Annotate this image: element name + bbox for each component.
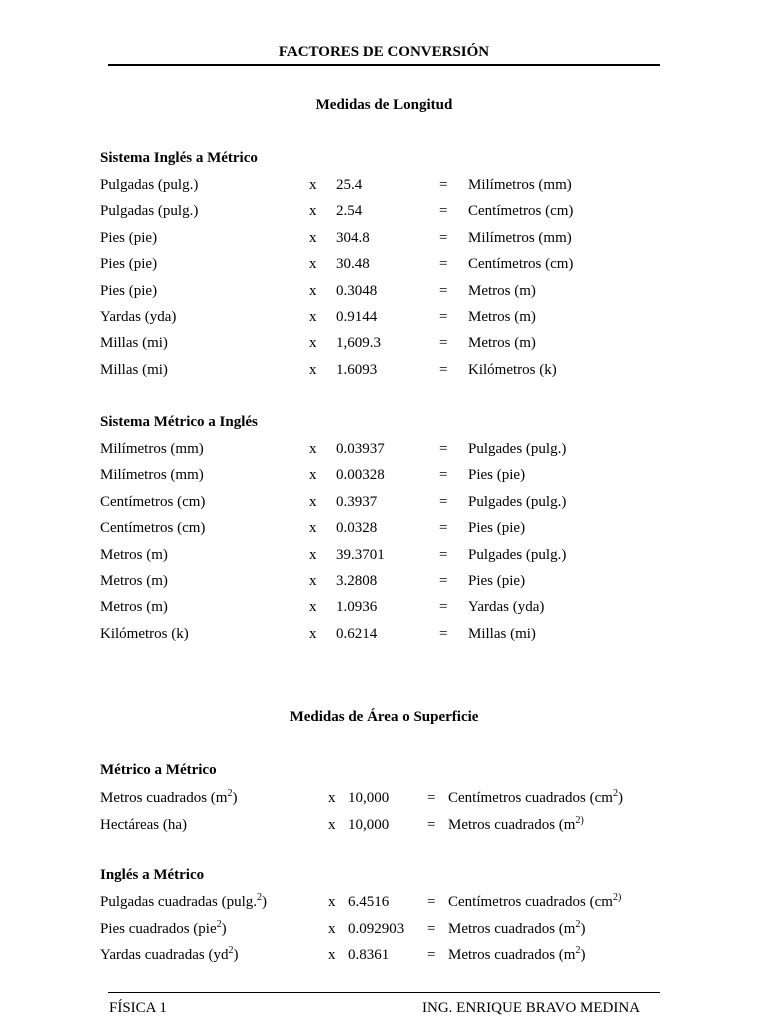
from-unit-text: Pulgadas cuadradas (pulg. (100, 894, 258, 910)
multiply-sign: x (328, 894, 336, 910)
equals-sign: = (439, 546, 448, 563)
equals-sign: = (439, 203, 448, 220)
equals-sign: = (439, 573, 448, 589)
to-unit-close: ) (617, 790, 623, 806)
to-unit: Centímetros (cm) (468, 203, 574, 220)
to-unit (448, 945, 585, 965)
to-unit-text: Centímetros cuadrados (cm (448, 894, 613, 910)
table-row (0, 892, 768, 912)
conversion-factor: 0.3937 (336, 493, 378, 510)
to-unit (448, 892, 621, 912)
table-row (0, 439, 768, 459)
table-row (0, 360, 768, 380)
from-unit: Pulgadas (pulg.) (100, 203, 199, 220)
table-row (0, 545, 768, 565)
to-unit-text: Metros cuadrados (m (448, 947, 576, 963)
to-unit-text: Metros cuadrados (m (448, 816, 576, 833)
multiply-sign: x (309, 467, 317, 484)
to-unit: Pies (pie) (468, 467, 526, 484)
from-unit-text: Metros cuadrados (m (100, 790, 228, 806)
from-unit: Metros (m) (100, 573, 168, 589)
table-row (0, 815, 768, 835)
equals-sign: = (427, 947, 436, 963)
table-row (0, 945, 768, 965)
section-title-longitud: Medidas de Longitud (315, 97, 453, 113)
from-unit: Pies (pie) (100, 282, 158, 299)
table-row (0, 492, 768, 512)
equals-sign: = (427, 920, 436, 937)
multiply-sign: x (309, 361, 317, 378)
conversion-factor: 30.48 (336, 256, 370, 273)
from-unit-close: ) (262, 894, 268, 910)
from-unit: Pulgadas (pulg.) (100, 177, 199, 193)
to-unit (448, 788, 623, 808)
conversion-factor: 0.8361 (348, 947, 390, 963)
multiply-sign: x (328, 920, 336, 937)
table-row (0, 919, 768, 939)
to-unit: Metros (m) (468, 309, 536, 325)
conversion-factor: 3.2808 (336, 573, 378, 589)
from-unit: Metros (m) (100, 546, 168, 563)
conversion-factor: 0.092903 (348, 920, 405, 937)
to-unit-exponent: 2 (575, 918, 581, 930)
equals-sign: = (439, 520, 448, 537)
to-unit-text: Centímetros cuadrados (cm (448, 790, 613, 806)
from-unit-close: ) (233, 947, 239, 963)
to-unit (448, 815, 584, 835)
to-unit: Pies (pie) (468, 573, 526, 589)
multiply-sign: x (309, 520, 317, 537)
footer-author: ING. ENRIQUE BRAVO MEDINA (422, 1000, 641, 1016)
to-unit-exponent: 2) (575, 814, 584, 826)
from-unit: Milímetros (mm) (100, 441, 204, 457)
to-unit: Pulgades (pulg.) (468, 493, 567, 510)
to-unit: Yardas (yda) (468, 599, 545, 616)
table-row (0, 307, 768, 327)
table-row (0, 465, 768, 485)
equals-sign: = (439, 229, 448, 246)
table-row (0, 175, 768, 195)
from-unit: Pies (pie) (100, 229, 158, 246)
to-unit-close: ) (580, 920, 586, 937)
from-unit: Kilómetros (k) (100, 625, 189, 642)
multiply-sign: x (328, 816, 336, 833)
to-unit: Pulgades (pulg.) (468, 441, 567, 457)
from-unit: Milímetros (mm) (100, 467, 204, 484)
to-unit: Metros (m) (468, 335, 536, 352)
page-title: FACTORES DE CONVERSIÓN (278, 44, 490, 60)
multiply-sign: x (309, 625, 317, 642)
conversion-factor: 6.4516 (348, 894, 390, 910)
table-row (0, 518, 768, 538)
from-unit: Millas (mi) (100, 361, 168, 378)
from-unit: Pies (pie) (100, 256, 158, 273)
conversion-factor: 2.54 (336, 203, 363, 220)
equals-sign: = (439, 625, 448, 642)
table-row (0, 254, 768, 274)
conversion-factor: 39.3701 (336, 546, 385, 563)
equals-sign: = (439, 493, 448, 510)
footer-subject: FÍSICA 1 (109, 1000, 167, 1016)
conversion-factor: 0.03937 (336, 441, 385, 457)
equals-sign: = (439, 467, 448, 484)
equals-sign: = (427, 894, 436, 910)
from-unit-text: Yardas cuadradas (yd (100, 947, 229, 963)
equals-sign: = (427, 816, 436, 833)
conversion-factor: 1.6093 (336, 361, 378, 378)
table-row (0, 788, 768, 808)
footer-rule (108, 992, 660, 993)
from-unit-text: Hectáreas (ha) (100, 816, 188, 833)
to-unit: Millas (mi) (468, 625, 536, 642)
equals-sign: = (439, 309, 448, 325)
table-row (0, 281, 768, 301)
group-title-ingles-metrico: Sistema Inglés a Métrico (100, 150, 258, 166)
from-unit-text: Pies cuadrados (pie (100, 920, 217, 937)
to-unit: Pies (pie) (468, 520, 526, 537)
table-row (0, 228, 768, 248)
multiply-sign: x (309, 177, 317, 193)
multiply-sign: x (309, 599, 317, 616)
from-unit (100, 788, 237, 808)
multiply-sign: x (309, 441, 317, 457)
conversion-factor: 0.9144 (336, 309, 378, 325)
multiply-sign: x (309, 203, 317, 220)
from-unit-exponent: 2 (228, 945, 234, 956)
to-unit: Centímetros (cm) (468, 256, 574, 273)
to-unit: Milímetros (mm) (468, 177, 572, 193)
conversion-factor: 0.00328 (336, 467, 385, 484)
multiply-sign: x (309, 335, 317, 352)
from-unit (100, 945, 238, 965)
equals-sign: = (439, 599, 448, 616)
table-row (0, 571, 768, 591)
conversion-factor: 0.3048 (336, 282, 378, 299)
conversion-factor: 1,609.3 (336, 335, 381, 352)
from-unit: Yardas (yda) (100, 309, 177, 325)
header-rule (108, 64, 660, 66)
table-row (0, 333, 768, 353)
conversion-factor: 0.0328 (336, 520, 378, 537)
table-row (0, 624, 768, 644)
to-unit-exponent: 2) (612, 892, 622, 903)
from-unit (100, 815, 187, 835)
from-unit: Centímetros (cm) (100, 493, 206, 510)
from-unit-exponent: 2 (216, 918, 222, 930)
multiply-sign: x (309, 573, 317, 589)
from-unit: Metros (m) (100, 599, 168, 616)
multiply-sign: x (309, 229, 317, 246)
equals-sign: = (439, 282, 448, 299)
to-unit-close: ) (580, 947, 586, 963)
to-unit: Milímetros (mm) (468, 229, 572, 246)
group-title-metrico-ingles: Sistema Métrico a Inglés (100, 414, 258, 430)
equals-sign: = (439, 361, 448, 378)
section-title-area: Medidas de Área o Superficie (289, 709, 479, 725)
multiply-sign: x (328, 790, 336, 806)
to-unit-text: Metros cuadrados (m (448, 920, 576, 937)
from-unit-close: ) (232, 790, 238, 806)
conversion-factor: 304.8 (336, 229, 370, 246)
equals-sign: = (439, 441, 448, 457)
equals-sign: = (427, 790, 436, 806)
to-unit-exponent: 2 (612, 788, 618, 799)
multiply-sign: x (309, 309, 317, 325)
from-unit: Millas (mi) (100, 335, 168, 352)
multiply-sign: x (328, 947, 336, 963)
conversion-factor: 1.0936 (336, 599, 378, 616)
from-unit-exponent: 2 (227, 788, 233, 799)
from-unit (100, 919, 227, 939)
from-unit (100, 892, 267, 912)
conversion-factor: 0.6214 (336, 625, 378, 642)
equals-sign: = (439, 177, 448, 193)
multiply-sign: x (309, 546, 317, 563)
group-title-area-ingles-metrico: Inglés a Métrico (100, 867, 205, 883)
from-unit-close: ) (221, 920, 227, 937)
multiply-sign: x (309, 282, 317, 299)
table-row (0, 597, 768, 617)
to-unit: Metros (m) (468, 282, 536, 299)
conversion-factor: 25.4 (336, 177, 363, 193)
equals-sign: = (439, 256, 448, 273)
to-unit-exponent: 2 (575, 945, 581, 956)
multiply-sign: x (309, 256, 317, 273)
equals-sign: = (439, 335, 448, 352)
table-row (0, 201, 768, 221)
to-unit: Kilómetros (k) (468, 361, 557, 378)
from-unit: Centímetros (cm) (100, 520, 206, 537)
multiply-sign: x (309, 493, 317, 510)
from-unit-exponent: 2 (257, 892, 263, 903)
to-unit (448, 919, 585, 939)
conversion-factor: 10,000 (348, 816, 390, 833)
group-title-metrico-metrico: Métrico a Métrico (100, 762, 217, 778)
to-unit: Pulgades (pulg.) (468, 546, 567, 563)
conversion-factor: 10,000 (348, 790, 390, 806)
